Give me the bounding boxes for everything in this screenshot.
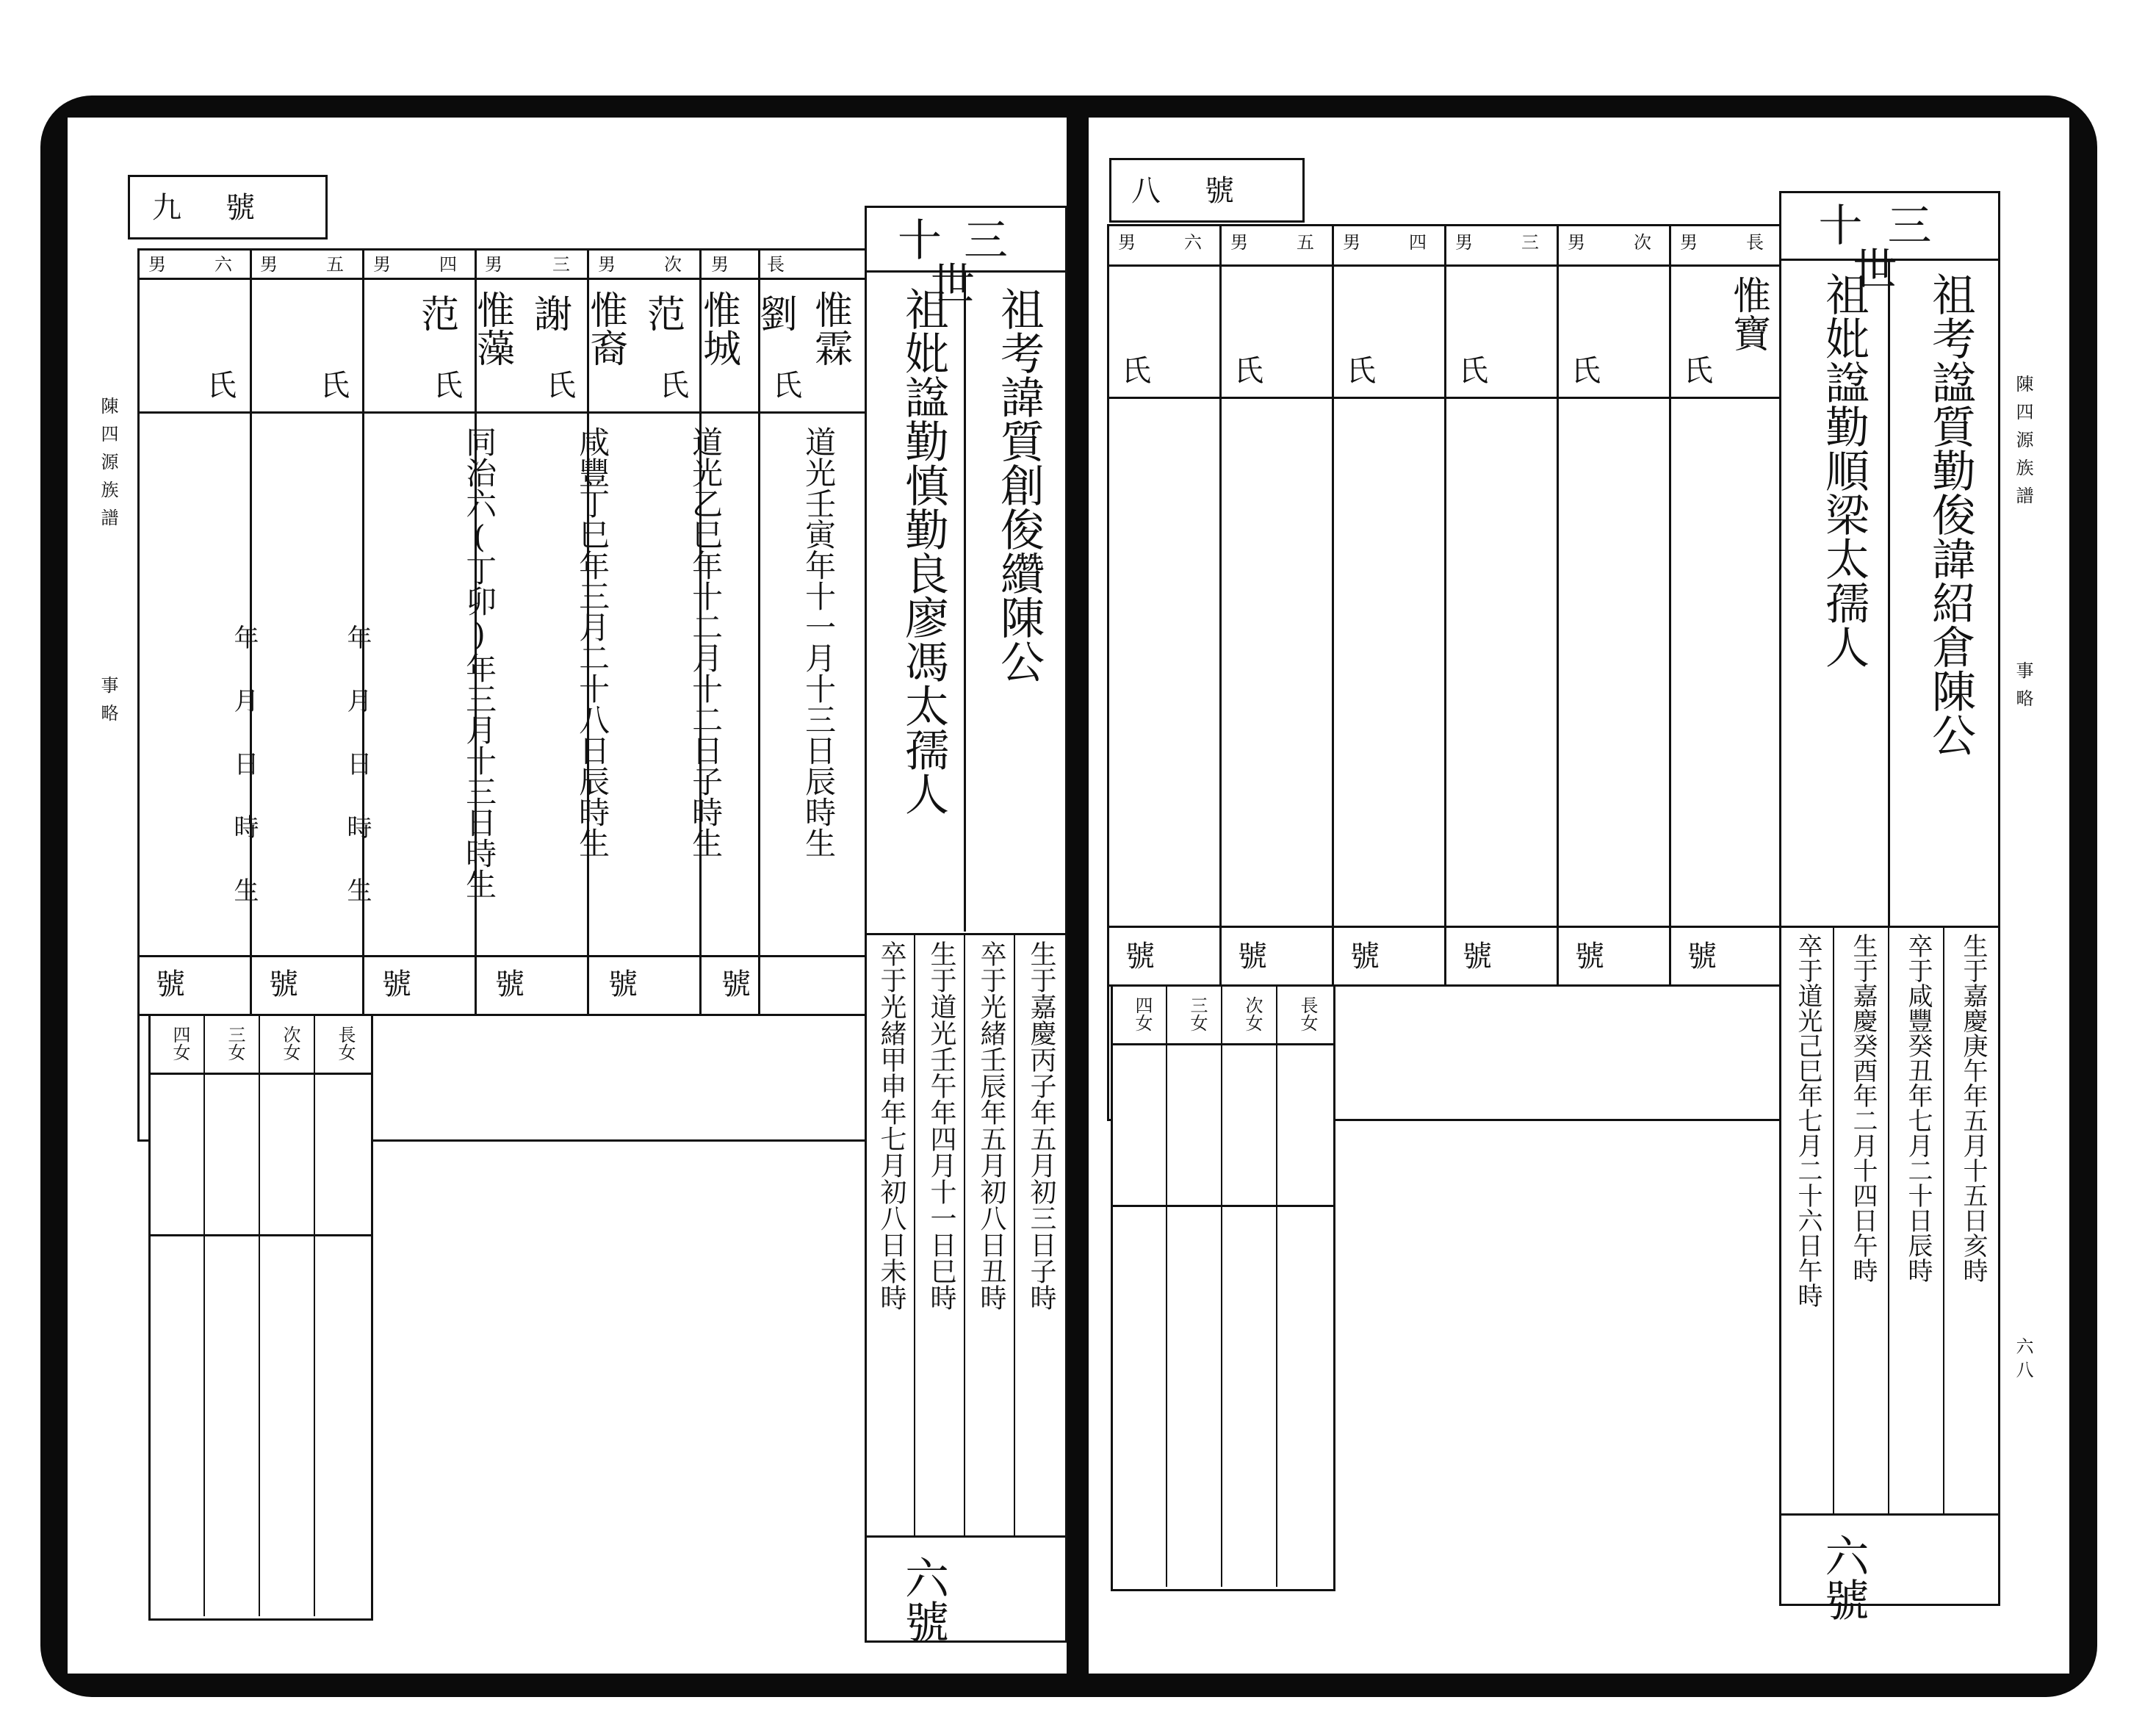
right-birth-father: 生于嘉慶庚午年五月十五日亥時 — [1958, 933, 1988, 1283]
right-shi-6: 氏 — [1122, 354, 1151, 388]
anc-sep — [964, 270, 966, 932]
right-rank-1: 長 — [1746, 232, 1764, 253]
right-ho-3: 號 — [1463, 940, 1492, 973]
right-page-number: 六八 — [2013, 1337, 2033, 1384]
right-shi-1: 氏 — [1684, 354, 1713, 388]
left-gender-4: 男 — [373, 254, 391, 275]
right-rank-3: 三 — [1521, 232, 1539, 253]
left-rank-1: 長 — [767, 254, 785, 275]
left-daughter-4: 四女 — [170, 1026, 190, 1061]
r-anc-sep — [1943, 926, 1944, 1513]
right-margin-section: 事略 — [2013, 661, 2033, 717]
r-col-sep — [1219, 224, 1222, 984]
left-daughters-table — [148, 1014, 373, 1621]
left-ho-1: 號 — [721, 968, 751, 1001]
left-ancestor-mother: 祖妣諡勤慎勤良廖馮太孺人 — [898, 287, 949, 815]
left-rank-4: 四 — [439, 254, 457, 275]
left-gender-5: 男 — [260, 254, 278, 275]
left-shi-2: 氏 — [660, 369, 689, 403]
left-daughter-2: 次女 — [280, 1026, 300, 1061]
right-gender-2: 男 — [1568, 232, 1585, 253]
right-rank-2: 次 — [1634, 232, 1651, 253]
anc-sep — [1014, 933, 1015, 1535]
left-ancestor-father: 祖考諱質創俊纘陳公 — [993, 287, 1045, 683]
right-generation: 十三世 — [1818, 201, 1957, 296]
left-child1-surname: 劉 — [752, 294, 797, 332]
left-shi-4: 氏 — [433, 369, 463, 403]
left-gender-3: 男 — [485, 254, 502, 275]
r-d-sep — [1166, 984, 1167, 1587]
right-page-no-box — [1109, 158, 1305, 223]
right-page-no-text: 八號 — [1131, 174, 1278, 208]
right-daughter-1: 長女 — [1297, 996, 1318, 1031]
right-ancestor-father: 祖考諡質勤俊諱紹倉陳公 — [1925, 272, 1976, 757]
left-ho-2: 號 — [608, 968, 638, 1001]
d-sep — [259, 1014, 260, 1616]
right-shi-3: 氏 — [1459, 354, 1488, 388]
left-ho-4: 號 — [382, 968, 411, 1001]
right-birth-mother: 生于嘉慶癸酉年二月十四日午時 — [1848, 933, 1878, 1283]
r-d-sep — [1221, 984, 1222, 1587]
left-gender-6: 男 — [148, 254, 166, 275]
left-shi-6: 氏 — [207, 369, 237, 403]
r-d-header-line — [1111, 1043, 1335, 1045]
left-generation: 十三世 — [898, 215, 1030, 311]
r-anc-sep — [1833, 926, 1834, 1513]
left-gender-2: 男 — [598, 254, 616, 275]
left-child3-surname: 謝 — [527, 294, 572, 332]
left-birth-mother: 生于道光壬午年四月十一日巳時 — [926, 940, 956, 1311]
right-ho-2: 號 — [1575, 940, 1604, 973]
r-anc-bottom-line — [1779, 1513, 2000, 1516]
left-page-no-box — [128, 175, 328, 239]
right-margin-title: 陳四源族譜 — [2013, 375, 2033, 514]
right-shi-2: 氏 — [1571, 354, 1601, 388]
anc-mid-line — [865, 933, 1067, 935]
left-child3-name: 惟裔 — [583, 290, 627, 367]
left-rank-3: 三 — [552, 254, 570, 275]
left-margin-section: 事略 — [98, 676, 118, 732]
r-anc-mid-line — [1779, 926, 2000, 928]
right-page — [1089, 118, 2069, 1674]
right-rank-6: 六 — [1184, 232, 1202, 253]
right-daughter-2: 次女 — [1242, 996, 1263, 1031]
left-child4-surname: 范 — [414, 294, 458, 332]
right-ho-6: 號 — [1125, 940, 1155, 973]
right-shi-4: 氏 — [1346, 354, 1376, 388]
right-gender-1: 男 — [1680, 232, 1698, 253]
right-ho-4: 號 — [1350, 940, 1380, 973]
right-daughter-4: 四女 — [1132, 996, 1153, 1031]
left-child4-dates: 同治六(丁卯)年三月十三日時生 — [461, 426, 498, 899]
daughters-mid-line — [148, 1234, 373, 1236]
anc-sep — [914, 933, 915, 1535]
right-daughters-table — [1111, 984, 1335, 1591]
left-daughter-3: 三女 — [225, 1026, 245, 1061]
left-child1-name: 惟霖 — [807, 290, 852, 367]
left-child5-dates: 年月日時生 — [342, 624, 372, 940]
left-death-father: 卒于光緒壬辰年五月初八日丑時 — [976, 940, 1006, 1311]
left-rank-5: 五 — [326, 254, 344, 275]
left-ho-3: 號 — [495, 968, 524, 1001]
right-ancestor-mother: 祖妣諡勤順梁太孺人 — [1818, 272, 1870, 669]
left-child2-name: 惟城 — [696, 290, 740, 367]
left-shi-3: 氏 — [547, 369, 576, 403]
left-ho-6: 號 — [156, 968, 185, 1001]
r-d-mid-line — [1111, 1205, 1335, 1207]
anc-bottom-line — [865, 1535, 1067, 1538]
left-child4-name: 惟藻 — [469, 290, 514, 367]
right-rank-4: 四 — [1409, 232, 1427, 253]
r-anc-sep — [1888, 926, 1889, 1513]
right-shi-5: 氏 — [1234, 354, 1263, 388]
left-gender-1: 男 — [711, 254, 729, 275]
r-col-sep — [1557, 224, 1559, 984]
right-gender-4: 男 — [1343, 232, 1360, 253]
r-col-sep — [1444, 224, 1446, 984]
left-child3-dates: 咸豐丁巳年三月二十八日辰時生 — [574, 426, 611, 858]
right-rank-5: 五 — [1297, 232, 1314, 253]
daughters-header-line — [148, 1073, 373, 1075]
left-child6-dates: 年月日時生 — [229, 624, 259, 940]
r-col-sep — [1332, 224, 1334, 984]
left-page — [68, 118, 1067, 1674]
r-d-sep — [1276, 984, 1277, 1587]
r-anc-sep — [1888, 259, 1890, 926]
left-death-mother: 卒于光緒甲申年七月初八日未時 — [876, 940, 906, 1311]
col-sep — [758, 248, 760, 1014]
left-child2-surname: 范 — [640, 294, 685, 332]
anc-sep — [964, 933, 965, 1535]
d-sep — [203, 1014, 205, 1616]
left-shi-5: 氏 — [320, 369, 350, 403]
left-rank-2: 次 — [664, 254, 682, 275]
right-daughter-3: 三女 — [1187, 996, 1208, 1031]
left-child2-dates: 道光乙巳年十二月十二日子時生 — [688, 426, 724, 858]
d-sep — [314, 1014, 315, 1616]
left-rank-6: 六 — [214, 254, 232, 275]
left-page-no-text: 九號 — [152, 191, 299, 225]
left-ho-5: 號 — [269, 968, 298, 1001]
right-gender-6: 男 — [1118, 232, 1136, 253]
left-birth-father: 生于嘉慶丙子年五月初三日子時 — [1026, 940, 1056, 1311]
right-bottom-number: 六號 — [1825, 1532, 1950, 1627]
left-child1-dates: 道光壬寅年十一月十三日辰時生 — [801, 426, 837, 858]
right-ho-5: 號 — [1238, 940, 1267, 973]
right-child1-name: 惟寶 — [1726, 275, 1770, 352]
right-death-father: 卒于咸豐癸丑年七月二十日辰時 — [1903, 933, 1933, 1283]
left-daughter-1: 長女 — [335, 1026, 356, 1061]
right-gender-5: 男 — [1230, 232, 1248, 253]
right-death-mother: 卒于道光己巳年七月二十六日午時 — [1793, 933, 1822, 1308]
left-bottom-number: 六號 — [905, 1554, 1023, 1649]
left-shi-1: 氏 — [773, 369, 802, 403]
left-margin-title: 陳四源族譜 — [98, 397, 118, 536]
r-col-sep — [1669, 224, 1671, 984]
right-gender-3: 男 — [1455, 232, 1473, 253]
right-ho-1: 號 — [1687, 940, 1717, 973]
